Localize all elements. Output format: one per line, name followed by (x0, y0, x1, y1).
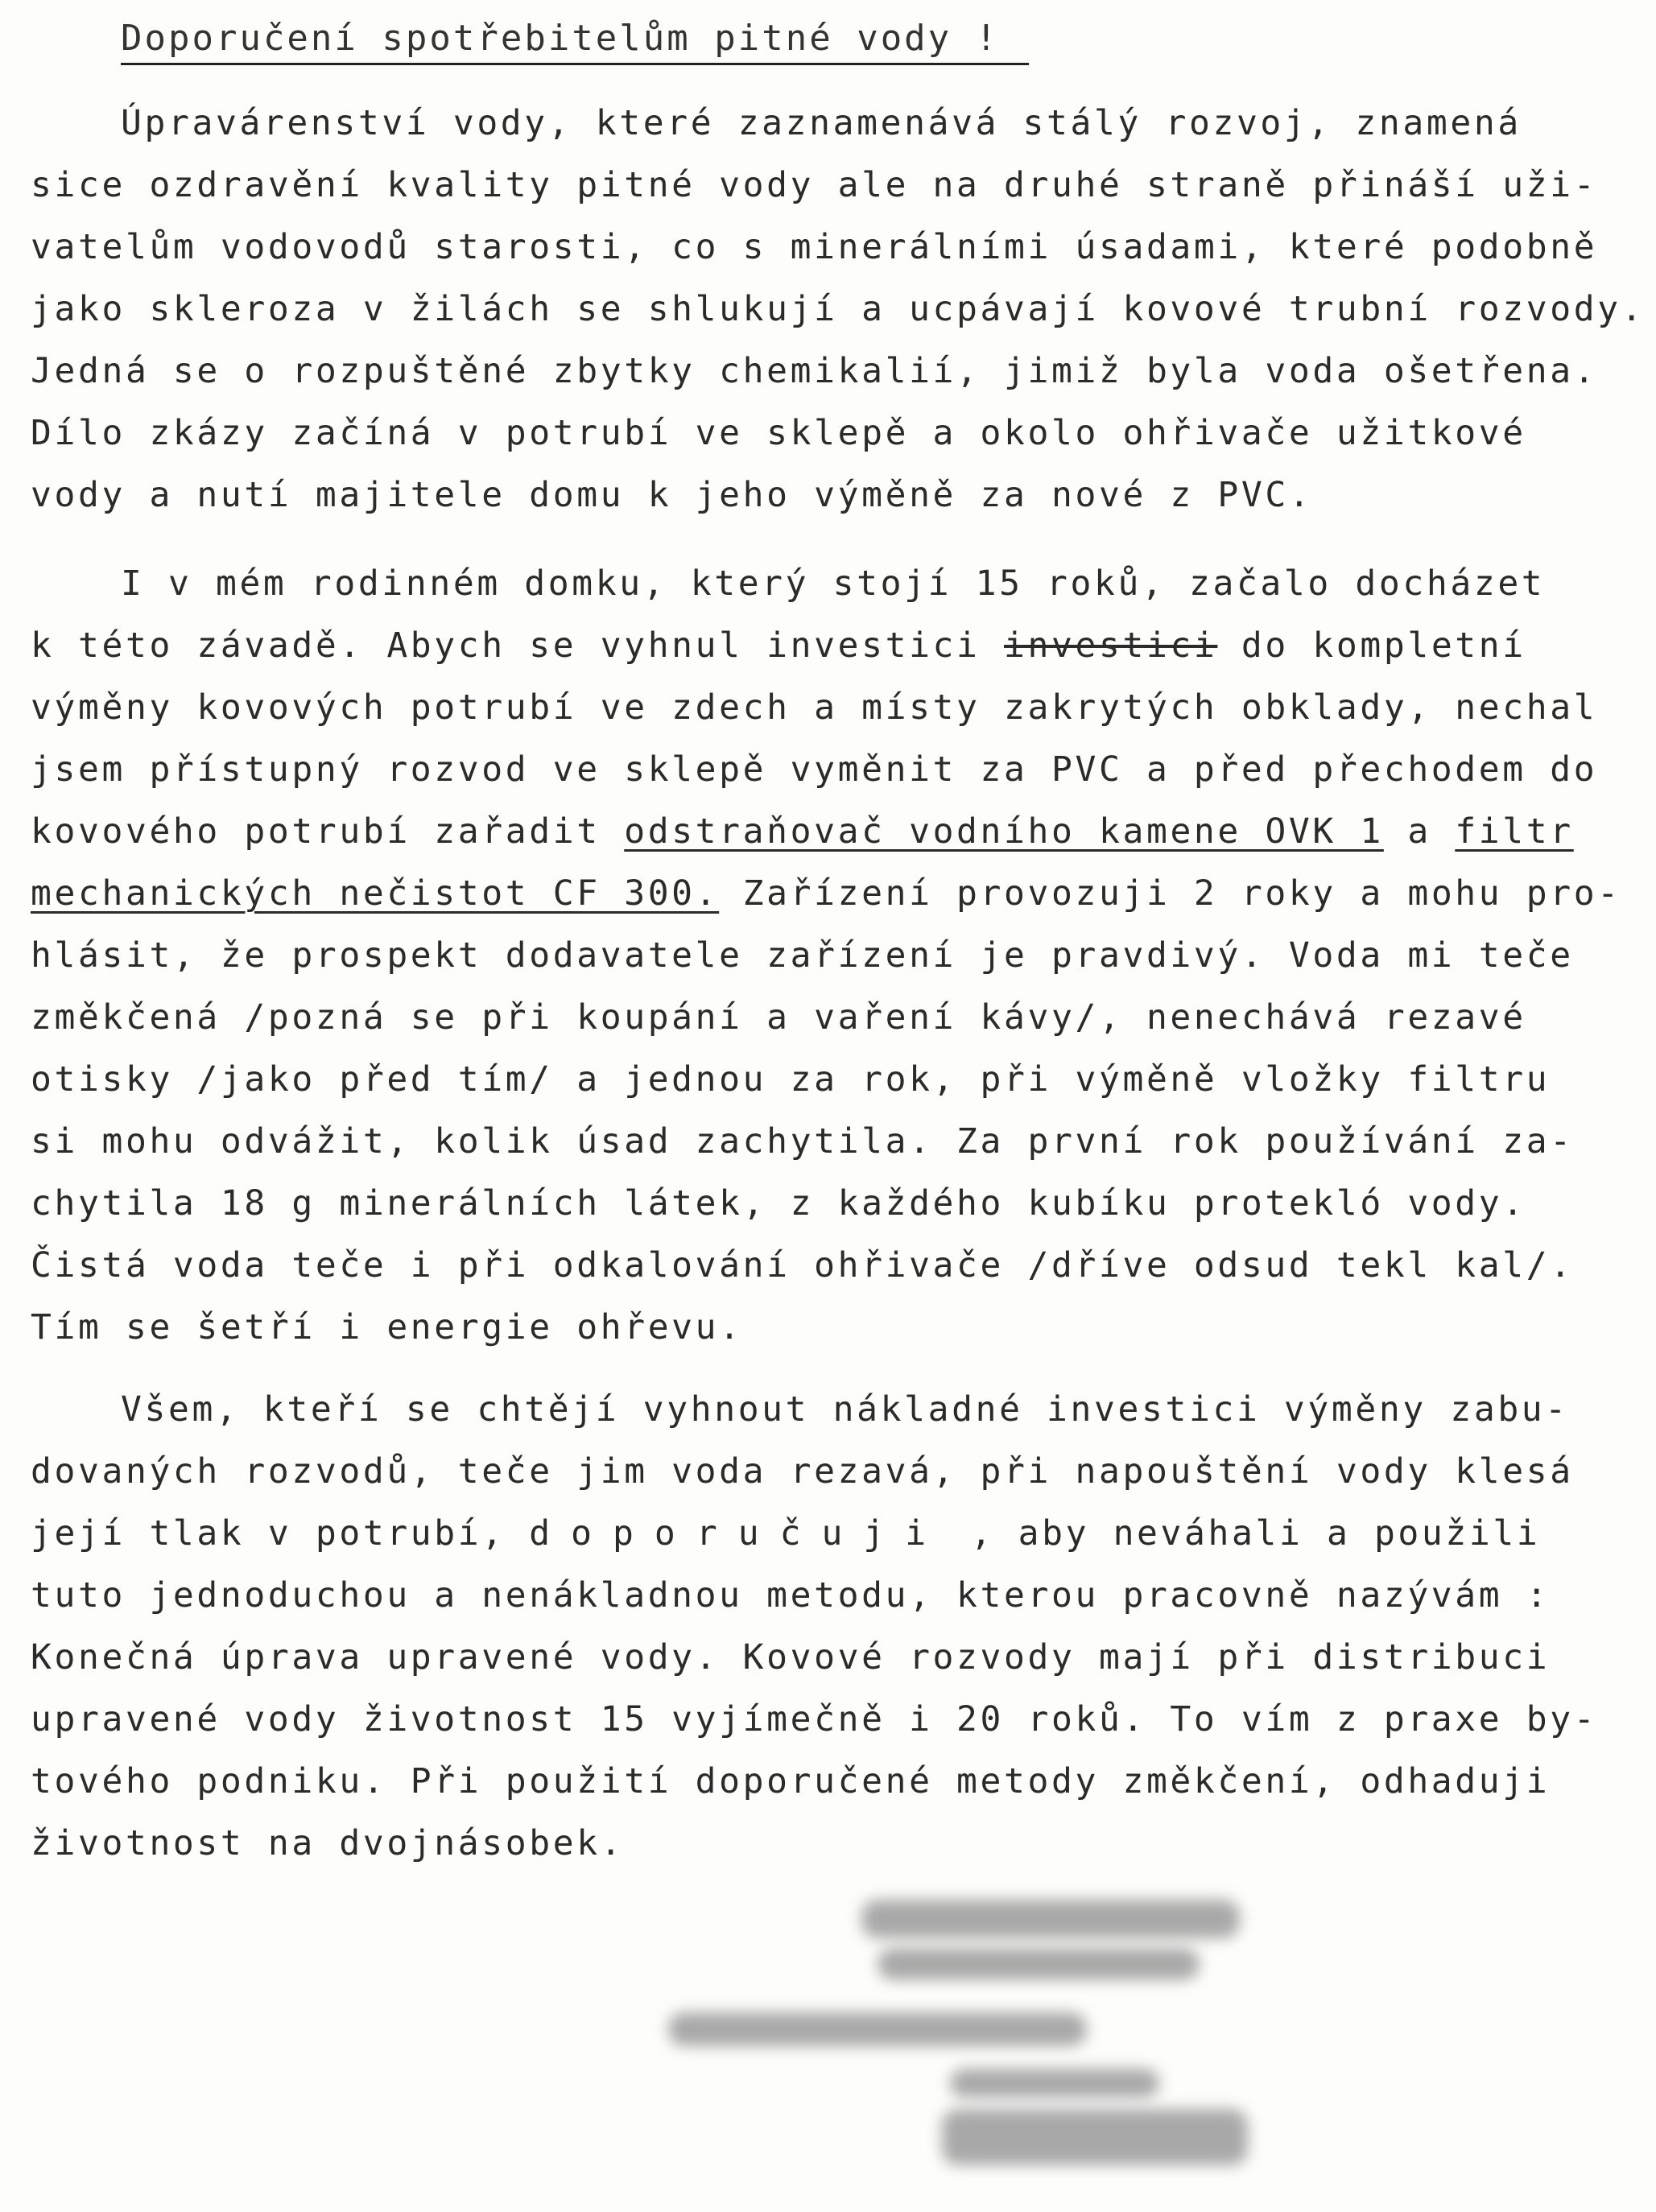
text-line: Úpravárenství vody, které zaznamenává stálý rozvoj, znamená (121, 103, 1522, 143)
text-line: I v mém rodinném domku, který stojí 15 roků, začalo docházet (121, 563, 1546, 604)
text-span: kovového potrubí zařadit (31, 811, 625, 852)
spaced-emphasis: doporučuji (529, 1513, 948, 1554)
underlined-product-ovk: odstraňovač vodního kamene OVK 1 (624, 811, 1384, 852)
redacted-signature (861, 1900, 1240, 1938)
text-line (31, 625, 1526, 666)
text-line: tového podniku. Při použití doporučené metody změkčení, odhaduji (31, 1761, 1551, 1801)
text-line: dovaných rozvodů, teče jim voda rezavá, při napouštění vody klesá (31, 1451, 1574, 1492)
text-span: Zařízení provozuji 2 roky a mohu pro- (719, 873, 1621, 914)
text-line: si mohu odvážit, kolik úsad zachytila. Za první rok používání za- (31, 1121, 1574, 1162)
redacted-signature (878, 1948, 1200, 1980)
text-line: upravené vody životnost 15 vyjímečně i 20 roků. To vím z praxe by- (31, 1699, 1598, 1739)
redacted-signature (668, 2012, 1087, 2046)
text-line: Čistá voda teče i při odkalování ohřivače /dříve odsud tekl kal/. (31, 1245, 1574, 1286)
text-line: chytila 18 g minerálních látek, z každého kubíku protekló vody. (31, 1183, 1526, 1224)
text-line: výměny kovových potrubí ve zdech a místy zakrytých obklady, nechal (31, 687, 1598, 728)
text-line (31, 811, 1574, 852)
text-line: otisky /jako před tím/ a jednou za rok, při výměně vložky filtru (31, 1059, 1551, 1100)
text-line: vatelům vodovodů starosti, co s minerálními úsadami, které podobně (31, 227, 1598, 267)
struck-word: investici (1004, 625, 1218, 666)
text-line (31, 1513, 1541, 1554)
title-underline (121, 63, 1029, 65)
redacted-signature (950, 2069, 1159, 2098)
text-line: jsem přístupný rozvod ve sklepě vyměnit za PVC a před přechodem do (31, 749, 1598, 790)
text-span: její tlak v potrubí, (31, 1513, 530, 1554)
text-line: Tím se šetří i energie ohřevu. (31, 1307, 743, 1347)
text-line: jako skleroza v žilách se shlukují a ucpávají kovové trubní rozvody. (31, 289, 1646, 329)
text-span: k této závadě. Abych se vyhnul investici (31, 625, 1005, 666)
text-line: životnost na dvojnásobek. (31, 1823, 625, 1863)
redacted-signature (942, 2109, 1248, 2165)
text-line: tuto jednoduchou a nenákladnou metodu, kterou pracovně nazývám : (31, 1575, 1551, 1616)
document-title: Doporučení spotřebitelům pitné vody ! (121, 18, 1000, 59)
text-line: vody a nutí majitele domu k jeho výměně za nové z PVC. (31, 475, 1313, 515)
underlined-product-filter: filtr (1455, 811, 1574, 852)
text-line (31, 873, 1621, 914)
text-line: hlásit, že prospekt dodavatele zařízení je pravdivý. Voda mi teče (31, 935, 1574, 976)
text-span: a (1383, 811, 1456, 852)
text-line: změkčená /pozná se při koupání a vaření kávy/, nenechává rezavé (31, 997, 1526, 1038)
text-line: Dílo zkázy začíná v potrubí ve sklepě a okolo ohřivače užitkové (31, 413, 1526, 453)
text-line: Všem, kteří se chtějí vyhnout nákladné investici výměny zabu- (121, 1389, 1569, 1430)
text-span: do kompletní (1217, 625, 1526, 666)
text-line: Konečná úprava upravené vody. Kovové rozvody mají při distribuci (31, 1637, 1551, 1678)
text-line: sice ozdravění kvality pitné vody ale na druhé straně přináší uži- (31, 165, 1598, 205)
text-span: , aby neváhali a použili (947, 1513, 1541, 1554)
underlined-product-cf300: mechanických nečistot CF 300. (31, 873, 720, 914)
text-line: Jedná se o rozpuštěné zbytky chemikalií, jimiž byla voda ošetřena. (31, 351, 1598, 391)
